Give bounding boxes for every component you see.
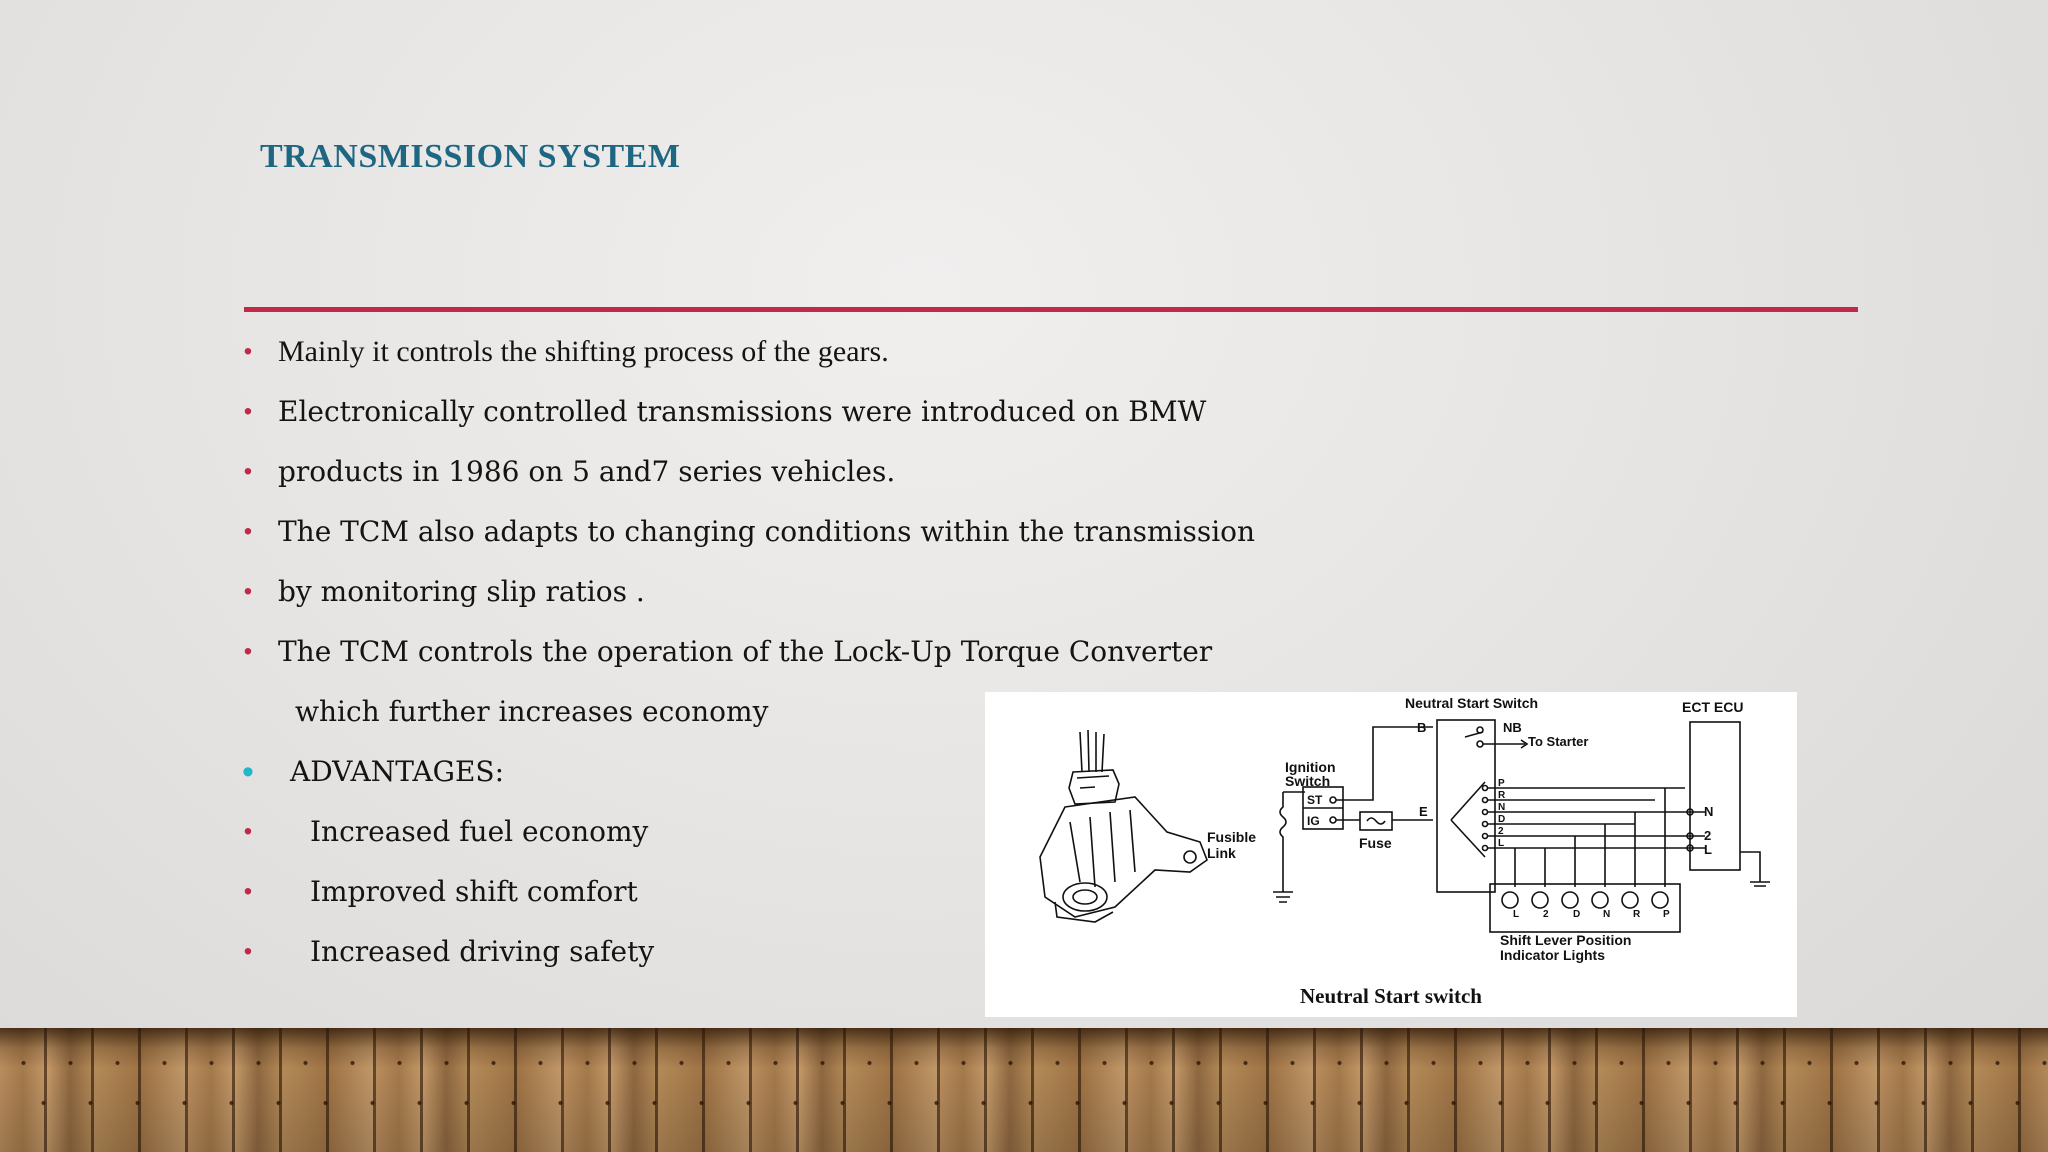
bullet-text: The TCM also adapts to changing conditions within the transmission [278,515,1256,548]
bullet-dot: • [243,578,253,605]
bullet-item [240,442,1340,502]
floor-nail-row [0,1060,2048,1066]
fusible-link [1273,792,1305,902]
pos-r: R [1498,790,1506,801]
switch-part-illustration [1040,730,1207,922]
indicator-lights-box [1490,884,1680,932]
bullet-item [240,622,1340,682]
fusible-label-1: Fusible [1207,829,1257,845]
lamp-d: D [1573,909,1581,920]
ecu-n: N [1704,804,1714,819]
bullet-text: products in 1986 on 5 and7 series vehicles. [278,455,896,488]
lamp-p: P [1663,909,1670,920]
lamp-r: R [1633,909,1641,920]
bullet-dot: • [243,878,253,905]
ecu-2: 2 [1704,828,1712,843]
ecu-l: L [1704,842,1712,857]
fusible-label-2: Link [1207,845,1236,861]
indicator-lamps [1502,892,1668,908]
indicator-label-1: Shift Lever Position [1500,932,1632,948]
nb-label: NB [1503,720,1522,735]
to-starter-label: To Starter [1528,734,1589,749]
ig-label: IG [1307,814,1320,828]
slide-title: TRANSMISSION SYSTEM [260,138,681,175]
neutral-start-switch-figure [985,692,1797,1017]
bullet-text: Improved shift comfort [310,875,638,908]
bullet-item [240,322,1340,382]
fuse-label: Fuse [1359,835,1392,851]
bullet-text: The TCM controls the operation of the Lock-Up Torque Converter [278,635,1213,668]
bullet-dot: • [243,338,253,365]
pos-n: N [1498,802,1506,813]
b-label: B [1417,720,1427,735]
pos-d: D [1498,814,1506,825]
pos-l: L [1498,838,1505,849]
floor-nail-row [0,1100,2048,1106]
st-label: ST [1307,793,1323,807]
bullet-dot: • [243,638,253,665]
ignition-label-1: Ignition [1285,759,1336,775]
lamp-l: L [1513,909,1520,920]
wood-floor-shade [0,1028,2048,1152]
ignition-label-2: Switch [1285,773,1331,789]
wiring-diagram [985,692,1797,992]
bullet-dot: • [243,518,253,545]
bullet-dot: • [243,458,253,485]
bullet-text: Increased fuel economy [310,815,649,848]
pos-2: 2 [1498,826,1504,837]
e-label: E [1419,804,1428,819]
lamp-n: N [1603,909,1611,920]
bullet-dot: • [243,938,253,965]
bullet-dot: • [243,818,253,845]
bullet-text: Mainly it controls the shifting process of the gears. [278,335,889,368]
bullet-item [240,562,1340,622]
bullet-text: Increased driving safety [310,935,655,968]
bullet-dot: • [242,753,254,791]
neutral-switch-box [1437,720,1495,892]
bullet-dot: • [243,398,253,425]
bullet-text: by monitoring slip ratios . [278,575,645,608]
lamp-wires [1515,788,1665,887]
ecu-label: ECT ECU [1682,699,1744,715]
title-divider [244,307,1858,312]
figure-caption: Neutral Start switch [1300,984,1482,1008]
nss-title: Neutral Start Switch [1405,695,1539,711]
indicator-label-2: Indicator Lights [1500,947,1605,963]
bullet-text: ADVANTAGES: [290,755,505,788]
bullet-item [240,382,1340,442]
pos-p: P [1498,778,1505,789]
bullet-text: Electronically controlled transmissions were introduced on BMW [278,395,1207,428]
bullet-item [240,502,1340,562]
position-contacts [1483,786,1706,851]
bullet-text: which further increases economy [295,695,769,728]
lamp-2: 2 [1543,909,1549,920]
